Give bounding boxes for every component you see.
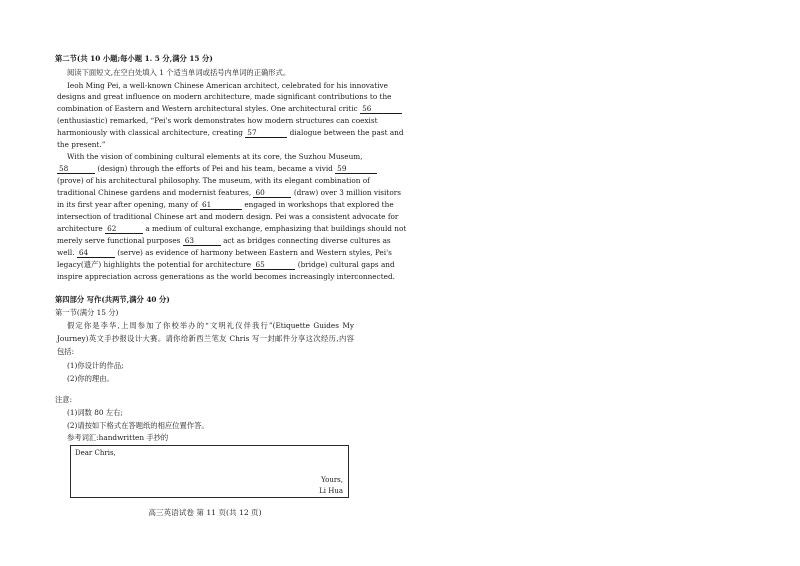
vocabulary-hint: 参考词汇:handwritten 手抄的 — [67, 433, 169, 442]
passage-line: in its first year after opening, many of 61 engaged in workshops that explored the — [57, 200, 394, 209]
writing-prompt-line: Journey)英文手抄报设计大赛。请你给新西兰笔友 Chris 写一封邮件分享这次经历,内容 — [57, 334, 354, 343]
content-item: (1)你设计的作品; — [67, 361, 124, 370]
passage-line: designs and great influence on modern architecture, made significant contributions to the — [57, 92, 392, 101]
answer-blank-58: 58 — [57, 165, 95, 174]
letter-greeting: Dear Chris, — [75, 449, 116, 457]
answer-blank-63: 63 — [183, 237, 221, 246]
letter-answer-box — [70, 445, 349, 498]
letter-closing: Yours, — [321, 476, 343, 484]
writing-prompt-line: 假定你是李华,上周参加了你校举办的“文明礼仪伴我行”(Etiquette Guides My — [67, 321, 354, 330]
passage-line: (enthusiastic) remarked, “Pei's work demonstrates how modern structures can coexist — [57, 116, 378, 125]
passage-line: With the vision of combining cultural elements at its core, the Suzhou Museum, — [67, 152, 363, 161]
passage-line: architecture 62 a medium of cultural exchange, emphasizing that buildings should not — [57, 224, 407, 233]
passage-line: intersection of traditional Chinese art and modern design. Pei was a consistent advocate for — [57, 212, 399, 221]
answer-blank-62: 62 — [105, 225, 143, 234]
answer-blank-60: 60 — [253, 189, 291, 198]
note-item: (2)请按如下格式在答题纸的相应位置作答。 — [67, 421, 209, 430]
note-item: (1)词数 80 左右; — [67, 408, 123, 417]
answer-blank-65: 65 — [253, 261, 295, 270]
passage-line: well. 64 (serve) as evidence of harmony between Eastern and Western styles, Pei's — [57, 248, 392, 257]
passage-line: Ieoh Ming Pei, a well-known Chinese American architect, celebrated for his innovative — [67, 81, 388, 90]
answer-blank-64: 64 — [77, 249, 115, 258]
passage-line: the present.” — [57, 140, 106, 149]
section2-heading: 第二节(共 10 小题;每小题 1. 5 分,满分 15 分) — [55, 54, 213, 63]
part4-heading: 第四部分 写作(共两节,满分 40 分) — [55, 295, 170, 304]
passage-line: harmoniously with classical architecture, creating 57 dialogue between the past and — [57, 128, 404, 137]
answer-blank-57: 57 — [245, 129, 287, 138]
passage-line: inspire appreciation across generations as the world becomes increasingly interconnected. — [57, 272, 395, 281]
answer-blank-56: 56 — [360, 105, 402, 114]
passage-line: 58 (design) through the efforts of Pei and his team, became a vivid 59 — [57, 164, 354, 174]
letter-signature: Li Hua — [319, 487, 343, 495]
part4-subheading: 第一节(满分 15 分) — [55, 308, 119, 317]
passage-line: (prove) of his architectural philosophy. The museum, with its elegant combination of — [57, 176, 370, 185]
page-footer: 高三英语试卷 第 11 页(共 12 页) — [148, 508, 262, 517]
section2-instruction: 阅读下面短文,在空白处填入 1 个适当单词或括号内单词的正确形式。 — [67, 68, 291, 77]
passage-line: merely serve functional purposes 63 act as bridges connecting diverse cultures as — [57, 236, 391, 245]
passage-line: traditional Chinese gardens and modernist features, 60 (draw) over 3 million visitors — [57, 188, 401, 197]
content-item: (2)你的理由。 — [67, 374, 114, 383]
notes-label: 注意: — [55, 395, 73, 404]
answer-blank-61: 61 — [200, 201, 242, 210]
passage-line: legacy(遗产) highlights the potential for architecture 65 (bridge) cultural gaps and — [57, 260, 395, 269]
answer-blank-59: 59 — [335, 165, 377, 174]
writing-prompt-line: 包括: — [57, 347, 75, 356]
passage-line: combination of Eastern and Western architectural styles. One architectural critic 56 — [57, 104, 354, 114]
